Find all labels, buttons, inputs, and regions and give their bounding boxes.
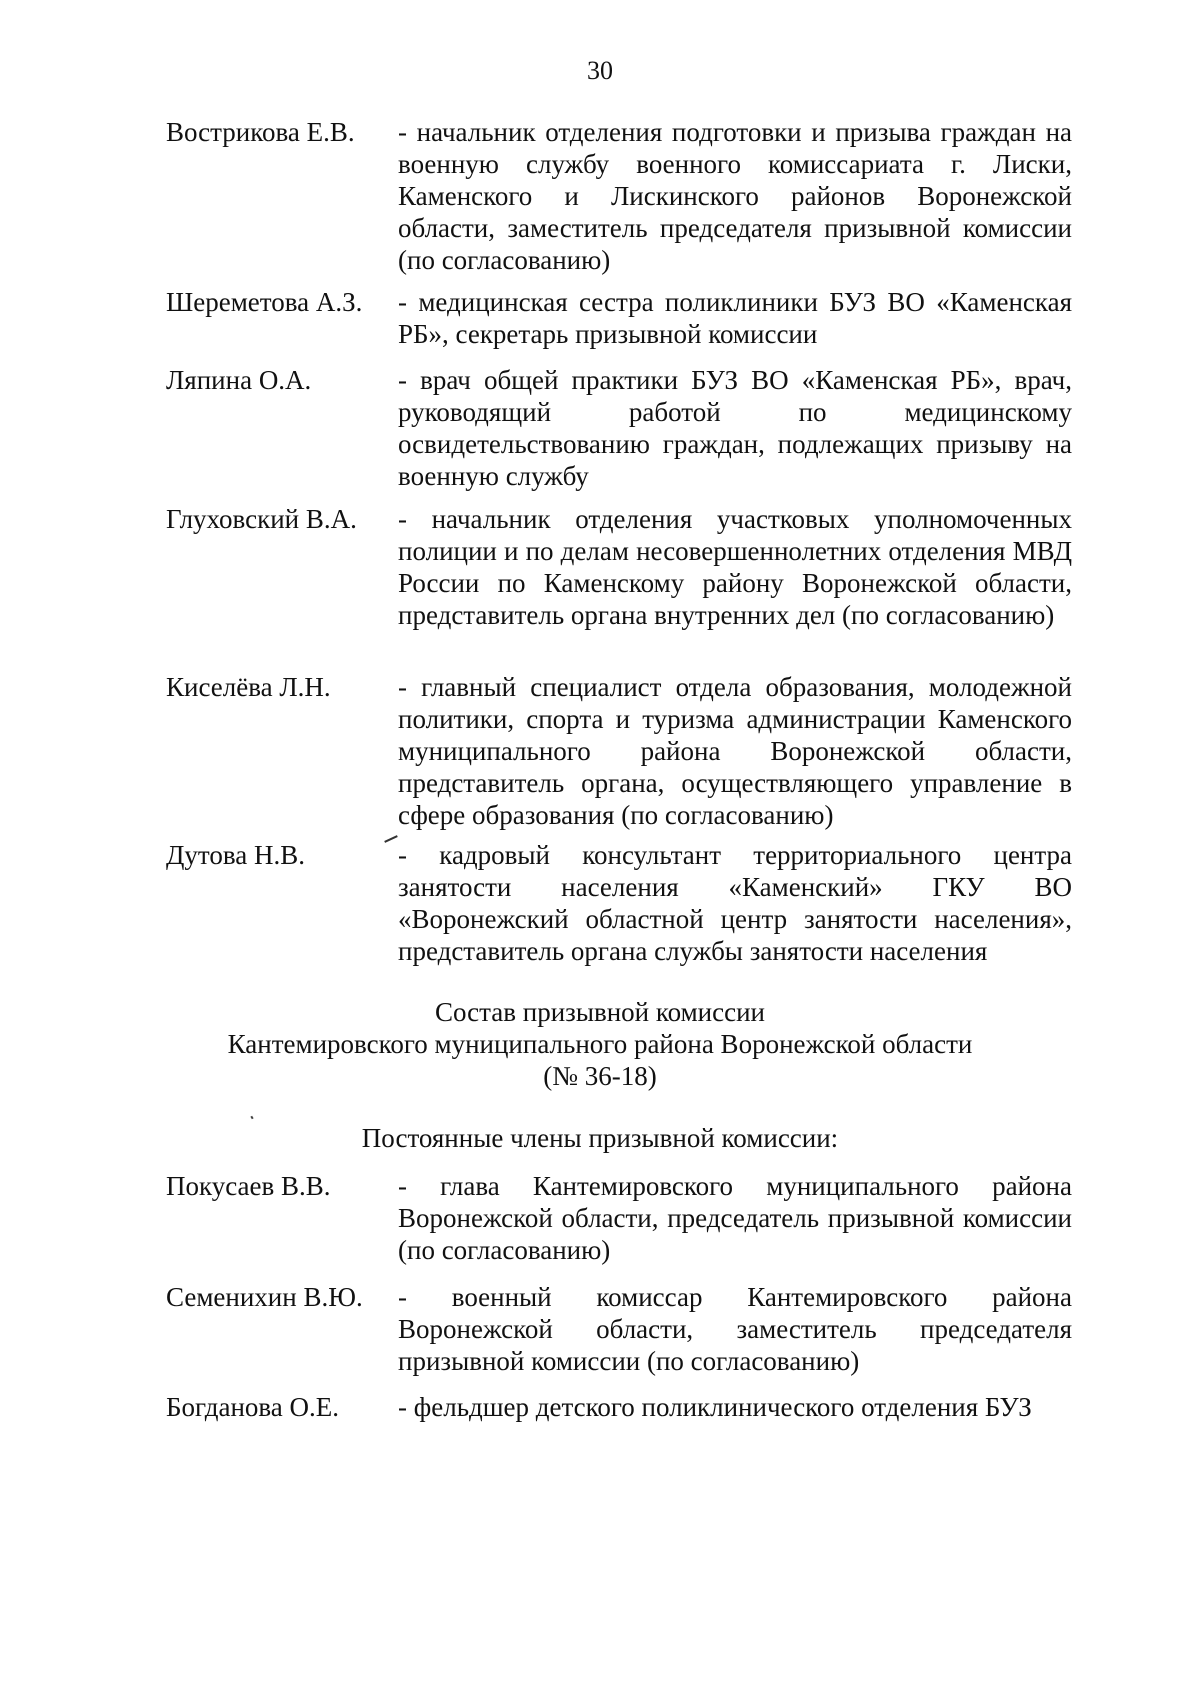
section-title-district: Кантемировского муниципального района Воронежской области <box>227 1029 973 1059</box>
page-number: 30 <box>587 56 613 85</box>
member-role: - глава Кантемировского муниципального района Воронежской области, председатель призывной комиссии (по согласованию) <box>398 1171 1072 1265</box>
pen-dot <box>250 1116 253 1120</box>
section-subtitle: Постоянные члены призывной комиссии: <box>361 1123 839 1153</box>
member-name: Ляпина О.А. <box>166 365 312 395</box>
pen-mark <box>384 835 398 843</box>
section-number: (№ 36-18) <box>543 1061 657 1091</box>
member-role: - медицинская сестра поликлиники БУЗ ВО «Каменская РБ», секретарь призывной комиссии <box>398 287 1072 349</box>
member-role: - врач общей практики БУЗ ВО «Каменская РБ», врач, руководящий работой по медицинскому освидетельствованию граждан, подлежащих призыву на военную службу <box>398 365 1072 491</box>
member-role: - главный специалист отдела образования, молодежной политики, спорта и туризма администрации Каменского муниципального района Воронежской области, представитель органа, осуществляющего управление в сфере образования (по согласованию) <box>398 672 1072 830</box>
member-role: - начальник отделения подготовки и призыва граждан на военную службу военного комиссариата г. Лиски, Каменского и Лискинского районов Воронежской области, заместитель председателя призывной комиссии (по согласованию) <box>398 117 1072 275</box>
member-role: - кадровый консультант территориального центра занятости населения «Каменский» ГКУ ВО «Воронежский областной центр занятости населения», представитель органа службы занятости населения <box>398 840 1072 966</box>
member-role: - начальник отделения участковых уполномоченных полиции и по делам несовершеннолетних отделения МВД России по Каменскому району Воронежской области, представитель органа внутренних дел (по согласованию) <box>398 504 1072 630</box>
member-name: Богданова О.Е. <box>166 1392 340 1422</box>
member-name: Покусаев В.В. <box>166 1171 331 1201</box>
member-name: Вострикова Е.В. <box>166 117 355 147</box>
member-name: Глуховский В.А. <box>166 504 357 534</box>
section-title: Состав призывной комиссии <box>434 997 765 1027</box>
member-name: Семенихин В.Ю. <box>166 1282 363 1312</box>
member-name: Киселёва Л.Н. <box>166 672 331 702</box>
member-name: Дутова Н.В. <box>166 840 305 870</box>
member-role: - фельдшер детского поликлинического отделения БУЗ <box>398 1392 1032 1422</box>
member-name: Шереметова А.З. <box>166 287 363 317</box>
member-role: - военный комиссар Кантемировского района Воронежской области, заместитель председателя призывной комиссии (по согласованию) <box>398 1282 1072 1376</box>
